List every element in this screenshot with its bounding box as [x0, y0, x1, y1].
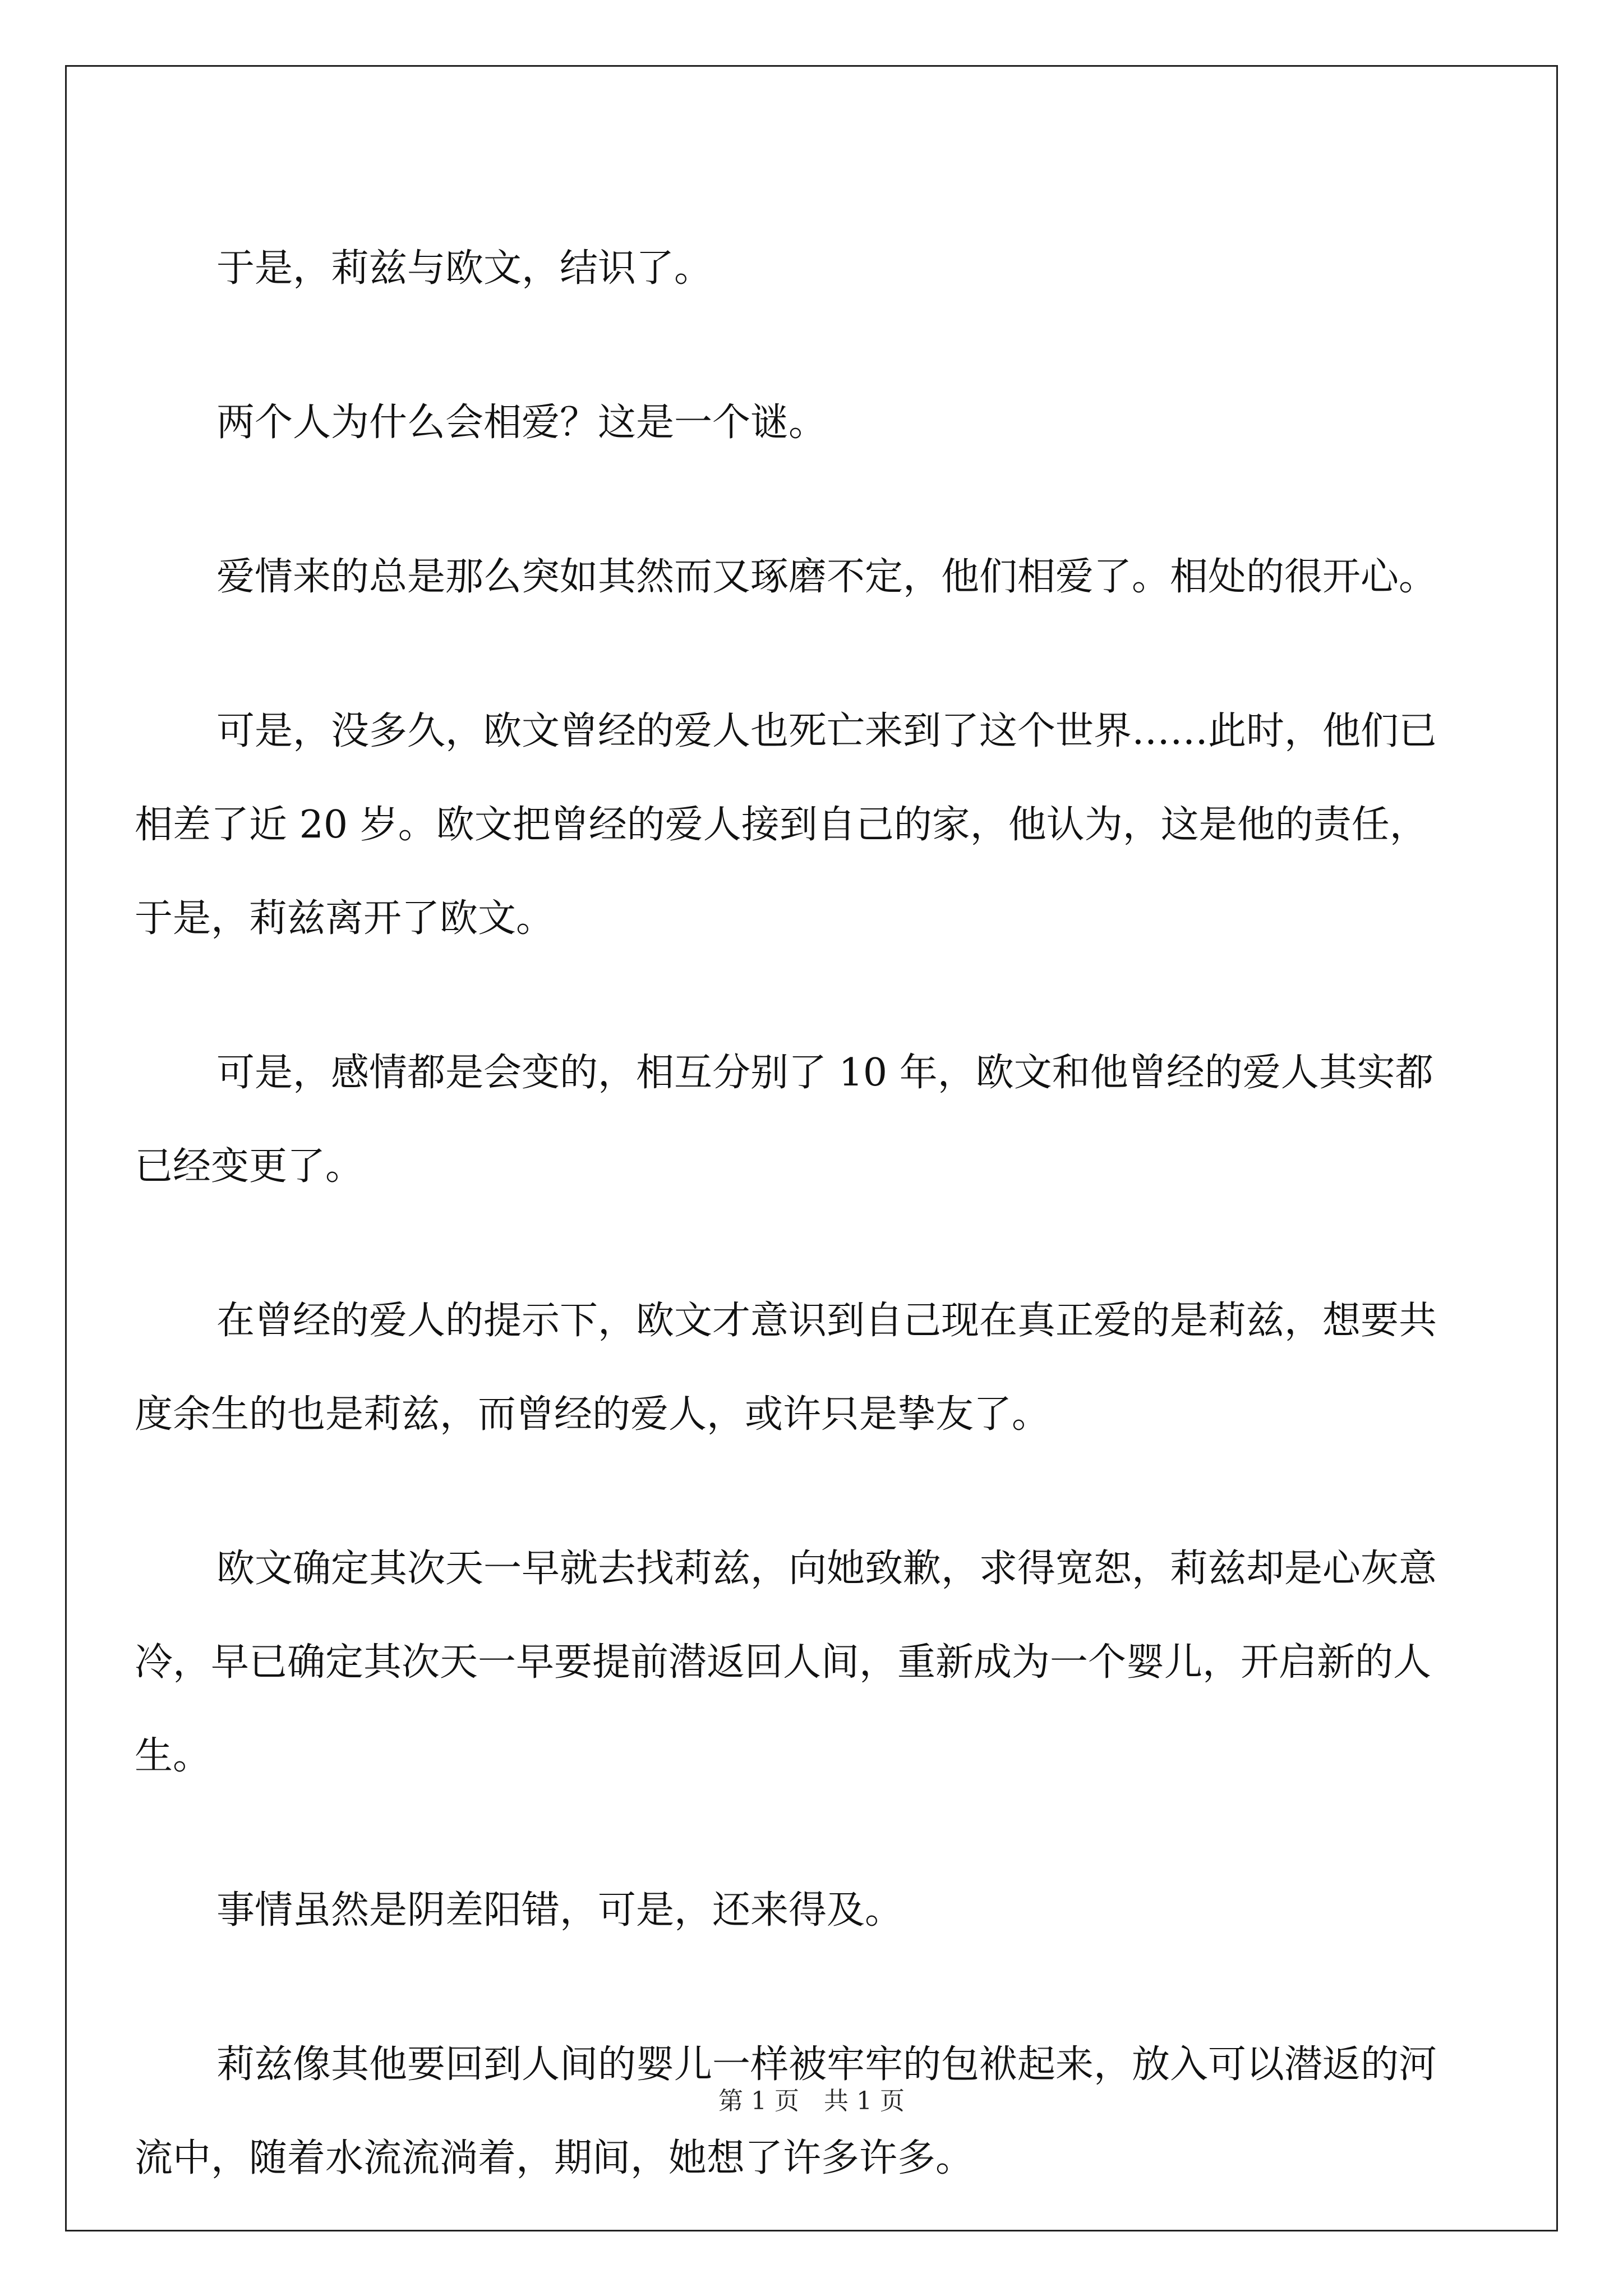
paragraph: 在曾经的爱人的提示下，欧文才意识到自己现在真正爱的是莉兹，想要共度余生的也是莉兹，而曾经的爱人，或许只是挚友了。 — [135, 1299, 1437, 1437]
page-total: 共 1 页 — [824, 2087, 905, 2115]
paragraph: 于是，莉兹与欧文，结识了。 — [216, 246, 713, 291]
page-number: 第 1 页 — [718, 2087, 799, 2115]
paragraph: 莉兹像其他要回到人间的婴儿一样被牢牢的包袱起来，放入可以潜返的河流中，随着水流流淌着，期间，她想了许多许多。 — [135, 2042, 1437, 2180]
paragraph: 爱情来的总是那么突如其然而又琢磨不定，他们相爱了。相处的很开心。 — [216, 555, 1437, 599]
paragraph: 可是，感情都是会变的，相互分别了 10 年，欧文和他曾经的爱人其实都已经变更了。 — [135, 1051, 1433, 1189]
page-footer — [0, 2085, 1623, 2118]
paragraph: 两个人为什么会相爱？这是一个谜。 — [216, 401, 827, 445]
paragraph: 欧文确定其次天一早就去找莉兹，向她致歉，求得宽恕，莉兹却是心灰意冷，早已确定其次天一早要提前潜返回人间，重新成为一个婴儿，开启新的人生。 — [135, 1547, 1437, 1778]
document-body — [135, 222, 1442, 2266]
paragraph: 事情虽然是阴差阳错，可是，还来得及。 — [216, 1888, 903, 1932]
paragraph: 可是，没多久，欧文曾经的爱人也死亡来到了这个世界……此时，他们已相差了近 20 岁。欧文把曾经的爱人接到自己的家，他认为，这是他的责任，于是，莉兹离开了欧文。 — [135, 709, 1437, 941]
